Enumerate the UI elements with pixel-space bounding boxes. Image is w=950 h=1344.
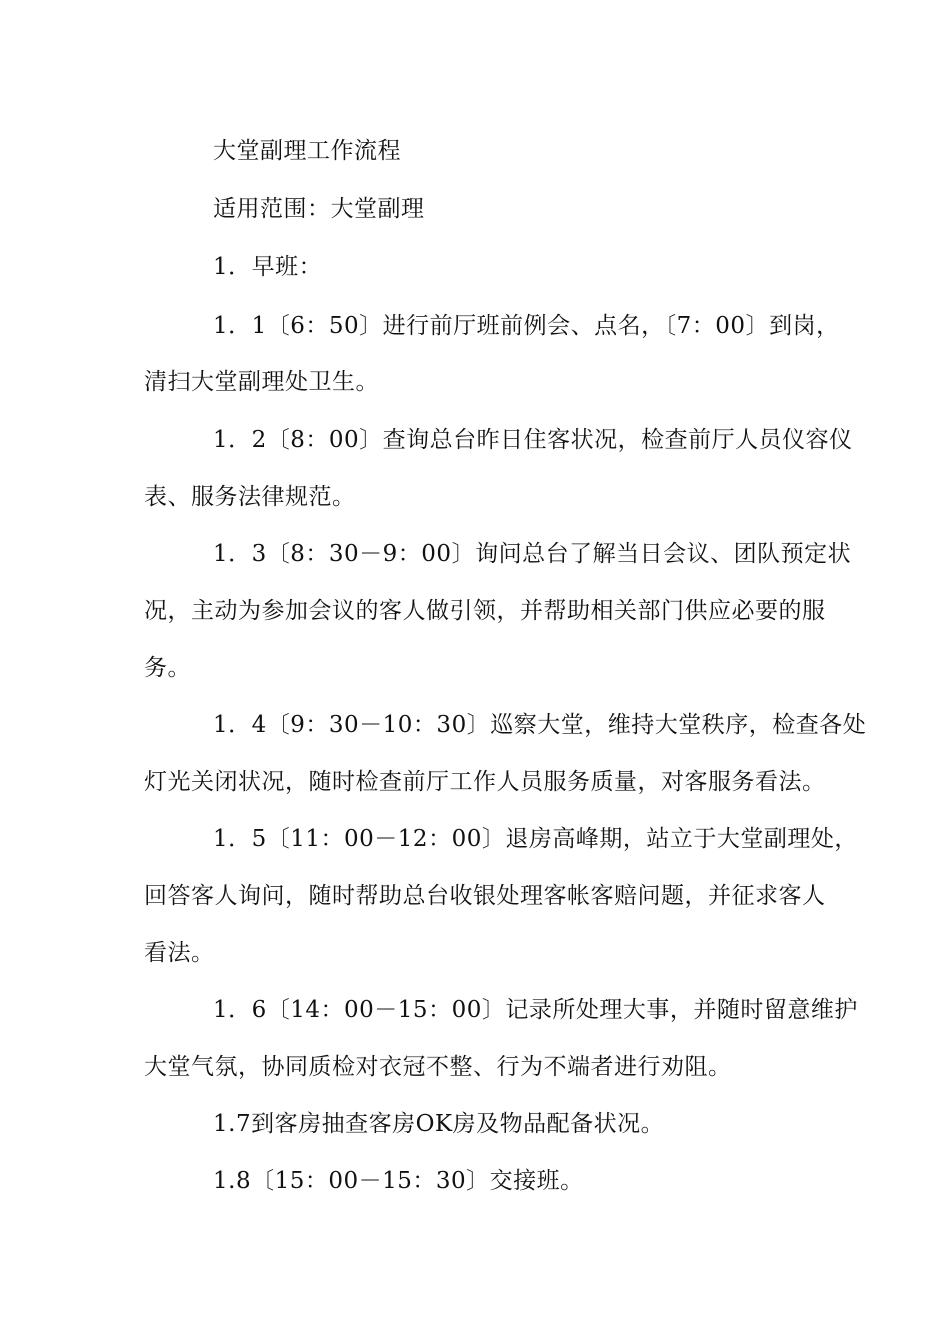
item-3-line-1: 1．3〔8：30－9：00〕询问总台了解当日会议、团队预定状 xyxy=(213,541,852,567)
item-2-line-1: 1．2〔8：00〕查询总台昨日住客状况，检查前厅人员仪容仪 xyxy=(213,427,853,453)
item-8-line-1: 1.8〔15：00－15：30〕交接班。 xyxy=(213,1168,584,1194)
item-5-line-3: 看法。 xyxy=(144,940,215,966)
item-5-line-2: 回答客人询问，随时帮助总台收银处理客帐客赔问题，并征求客人 xyxy=(144,883,826,909)
item-3-line-2: 况，主动为参加会议的客人做引领，并帮助相关部门供应必要的服 xyxy=(144,598,826,624)
item-3-line-3: 务。 xyxy=(144,655,191,681)
document-title: 大堂副理工作流程 xyxy=(213,138,401,164)
item-4-line-1: 1．4〔9：30－10：30〕巡察大堂，维持大堂秩序，检查各处 xyxy=(213,712,867,738)
section-heading: 1．早班： xyxy=(213,254,323,280)
item-1-line-2: 清扫大堂副理处卫生。 xyxy=(144,369,379,395)
item-5-line-1: 1．5〔11：00－12：00〕退房高峰期，站立于大堂副理处， xyxy=(213,826,858,852)
item-7-line-1: 1.7到客房抽查客房OK房及物品配备状况。 xyxy=(213,1111,665,1137)
item-2-line-2: 表、服务法律规范。 xyxy=(144,484,356,510)
item-1-line-1: 1．1〔6：50〕进行前厅班前例会、点名，〔7：00〕到岗， xyxy=(213,313,840,339)
item-4-line-2: 灯光关闭状况，随时检查前厅工作人员服务质量，对客服务看法。 xyxy=(144,769,826,795)
item-6-line-2: 大堂气氛，协同质检对衣冠不整、行为不端者进行劝阻。 xyxy=(144,1054,732,1080)
item-6-line-1: 1．6〔14：00－15：00〕记录所处理大事，并随时留意维护 xyxy=(213,997,858,1023)
scope-line: 适用范围：大堂副理 xyxy=(213,196,425,222)
